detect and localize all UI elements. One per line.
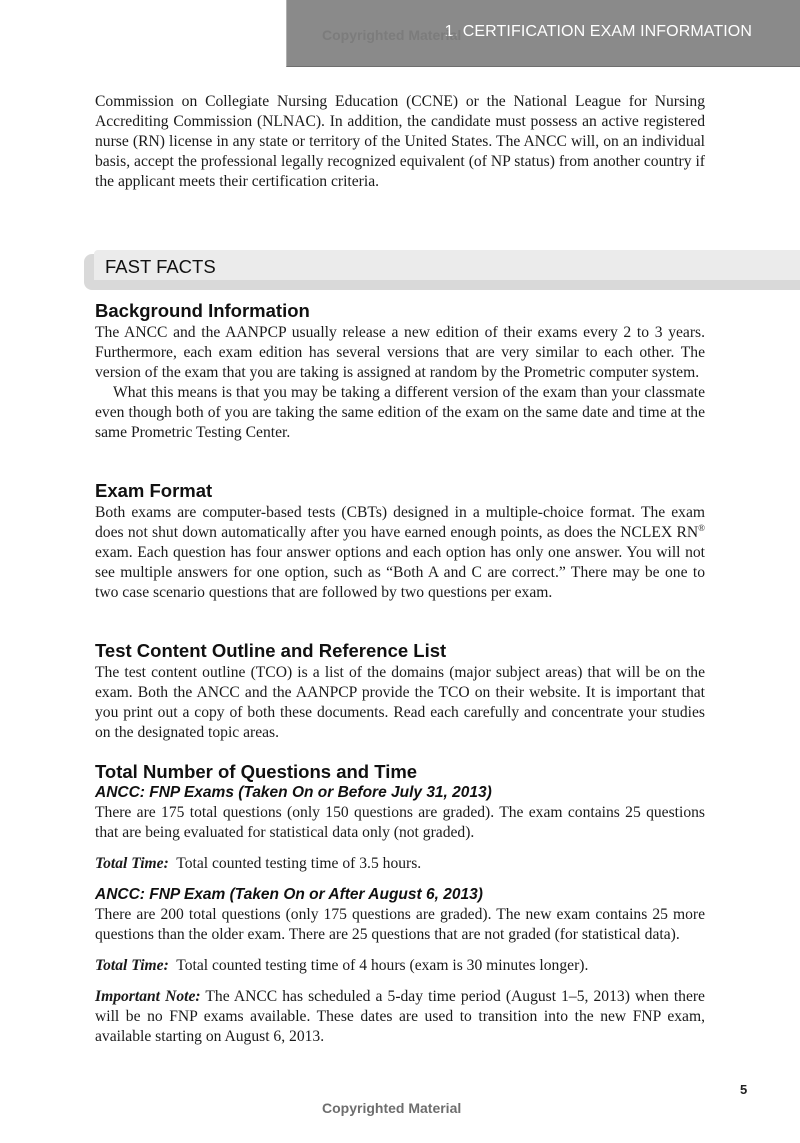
sub2-paragraph: There are 200 total questions (only 175 questions are graded). The new exam contains 25 more questions than the older exam. There are 25 questions that are not graded (for statistical data).	[95, 906, 705, 943]
exam-format-paragraph	[95, 503, 705, 603]
sub2-time-text: Total counted testing time of 4 hours (exam is 30 minutes longer).	[168, 957, 589, 974]
background-heading: Background Information	[95, 300, 310, 321]
total-section	[95, 761, 705, 1047]
sub2-time-label: Total Time:	[95, 957, 169, 974]
exam-format-section	[95, 480, 705, 603]
exam-format-heading: Exam Format	[95, 480, 213, 501]
sub2-total-time	[95, 956, 705, 976]
sub2-heading: ANCC: FNP Exam (Taken On or After August 6, 2013)	[95, 886, 483, 903]
background-paragraph-2: What this means is that you may be taking a different version of the exam than your classmate even though both of you are taking the same edition of the exam on the same date and time at the same Prometric Testing Center.	[95, 384, 705, 441]
tco-section	[95, 640, 705, 743]
important-note	[95, 987, 705, 1047]
registered-mark: ®	[698, 522, 705, 533]
watermark-bottom: Copyrighted Material	[322, 1100, 462, 1116]
sub1-time-text: Total counted testing time of 3.5 hours.	[168, 855, 422, 872]
sub1-total-time	[95, 854, 705, 874]
sub1-heading: ANCC: FNP Exams (Taken On or Before July 31, 2013)	[95, 784, 492, 801]
tco-paragraph: The test content outline (TCO) is a list of the domains (major subject areas) that will be on the exam. Both the ANCC and the AANPCP provide the TCO on their website. It is important that you print out a copy of both these documents. Read each carefully and concentrate your studies on the designated topic areas.	[95, 664, 705, 741]
important-note-label: Important Note:	[95, 988, 201, 1005]
sub1-time-label: Total Time:	[95, 855, 169, 872]
watermark-top: Copyrighted Material	[322, 27, 462, 43]
important-note-text: The ANCC has scheduled a 5-day time period (August 1–5, 2013) when there will be no FNP exams available. These dates are used to transition into the new FNP exam, available starting on August 6, 2013.	[95, 988, 705, 1045]
total-heading: Total Number of Questions and Time	[95, 761, 418, 782]
tco-heading: Test Content Outline and Reference List	[95, 640, 447, 661]
sub1-paragraph: There are 175 total questions (only 150 questions are graded). The exam contains 25 questions that are being evaluated for statistical data only (not graded).	[95, 804, 705, 841]
running-head-title: 1. CERTIFICATION EXAM INFORMATION	[444, 23, 752, 40]
exam-format-text-a: Both exams are computer-based tests (CBTs) designed in a multiple-choice format. The exam does not shut down automatically after you have earned enough points, as does the NCLEX RN	[95, 504, 705, 541]
exam-format-text-b: exam. Each question has four answer options and each option has only one answer. You will not see multiple answers for one option, such as “Both A and C are correct.” There may be one to two case scenario questions that are followed by two questions per exam.	[95, 544, 705, 601]
fast-facts-title: FAST FACTS	[105, 256, 216, 277]
intro-section	[95, 92, 705, 192]
fast-facts-banner	[84, 250, 800, 290]
page-number: 5	[740, 1082, 748, 1097]
intro-paragraph: Commission on Collegiate Nursing Education (CCNE) or the National League for Nursing Accrediting Commission (NLNAC). In addition, the candidate must possess an active registered nurse (RN) license in any state or territory of the United States. The ANCC will, on an individual basis, accept the professional legally recognized equivalent (of NP status) from another country if the applicant meets their certification criteria.	[95, 93, 705, 190]
background-section	[95, 300, 705, 443]
background-paragraph-1: The ANCC and the AANPCP usually release a new edition of their exams every 2 to 3 years. Furthermore, each exam edition has several versions that are very similar to each other. The version of the exam that you are taking is assigned at random by the Prometric computer system.	[95, 324, 705, 381]
